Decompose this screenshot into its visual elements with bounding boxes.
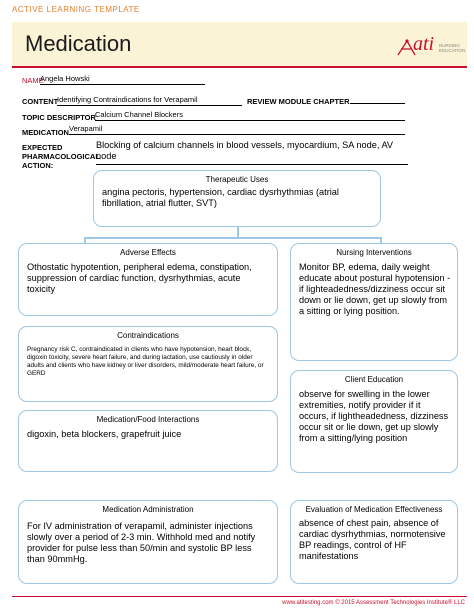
adverse-effects-body[interactable]: Othostatic hypotention, peripheral edema, constipation, suppression of cardiac function, dysrhythmias, acute toxicity — [27, 262, 252, 294]
adverse-effects-heading: Adverse Effects — [120, 248, 176, 257]
footer-text: www.atitesting.com © 2015 Assessment Technologies Institute® LLC — [282, 600, 465, 606]
medication-label: MEDICATION — [22, 128, 69, 137]
logo-text: ati — [413, 33, 435, 55]
name-value[interactable]: Angela Howski — [40, 74, 90, 83]
name-underline — [40, 84, 205, 85]
content-value[interactable]: Identifying Contraindications for Verapamil — [57, 95, 198, 104]
adverse-effects-box — [18, 243, 278, 316]
nursing-interventions-box — [290, 243, 458, 361]
topic-label: TOPIC DESCRIPTOR — [22, 113, 96, 122]
interactions-box — [18, 410, 278, 472]
evaluation-body[interactable]: absence of chest pain, absence of cardiac dysrhythmias, normotensive BP readings, control of HF manifestations — [299, 518, 446, 561]
therapeutic-uses-body[interactable]: angina pectoris, hypertension, cardiac dysrhythmias (atrial fibrillation, atrial flutter, SVT) — [102, 187, 339, 208]
action-underline — [96, 164, 408, 165]
therapeutic-uses-heading: Therapeutic Uses — [205, 175, 269, 184]
contraindications-box — [18, 326, 278, 402]
administration-body[interactable]: For IV administration of verapamil, administer injections slowly over a period of 2-3 min. Withhold med and notify provider for pulse less than 50/min and systolic BP less than 90mmHg. — [27, 521, 256, 564]
client-education-heading: Client Education — [344, 375, 404, 384]
topic-underline — [95, 120, 405, 121]
nursing-interventions-heading: Nursing Interventions — [336, 248, 412, 257]
action-label: EXPECTED PHARMACOLOGICAL ACTION: — [22, 143, 100, 170]
content-underline — [57, 105, 242, 106]
content-label: CONTENT — [22, 97, 59, 106]
page-title: Medication — [25, 31, 132, 56]
connector-horizontal — [84, 237, 381, 239]
administration-heading: Medication Administration — [102, 505, 194, 514]
therapeutic-uses-box — [93, 170, 381, 227]
client-education-box — [290, 370, 458, 473]
evaluation-box — [290, 500, 458, 584]
contraindications-body[interactable]: Pregnancy risk C, contraindicated in clients who have hypotension, heart block, digoxin toxicity, severe heart failure, and during lactation, use cautiously in older adults and clients who have kidney or liver disorders, mild/moderate heart failure, or GERD — [27, 346, 264, 377]
contraindications-heading: Contraindications — [117, 331, 179, 340]
ati-logo — [395, 33, 466, 63]
topic-value[interactable]: Calcium Channel Blockers — [95, 110, 183, 119]
evaluation-heading: Evaluation of Medication Effectiveness — [305, 505, 443, 514]
administration-box — [18, 500, 278, 584]
logo-subtext: NURSING EDUCATION — [439, 43, 466, 53]
medication-underline — [69, 134, 405, 135]
nursing-interventions-body[interactable]: Monitor BP, edema, daily weight educate about postural hypotension - if lighteadedness/dizziness occur sit down or lie down, get up slowly from a sitting or lying position. — [299, 262, 451, 316]
client-education-body[interactable]: observe for swelling in the lower extremities, notify provider if it occurs, if lightheadedness, dizziness occur sit or lie down, get up slowly from a sitting/lying position — [299, 389, 449, 443]
template-label: ACTIVE LEARNING TEMPLATE — [12, 5, 140, 14]
interactions-body[interactable]: digoxin, beta blockers, grapefruit juice — [27, 429, 182, 439]
medication-value[interactable]: Verapamil — [69, 124, 103, 133]
action-value[interactable]: Blocking of calcium channels in blood vessels, myocardium, SA node, AV node — [96, 140, 394, 161]
review-chapter-underline — [350, 103, 405, 104]
footer-rule — [12, 596, 467, 597]
header-rule — [12, 66, 467, 68]
name-label: NAME — [22, 76, 44, 85]
review-chapter-label: REVIEW MODULE CHAPTER — [247, 97, 350, 106]
interactions-heading: Medication/Food Interactions — [96, 415, 200, 424]
